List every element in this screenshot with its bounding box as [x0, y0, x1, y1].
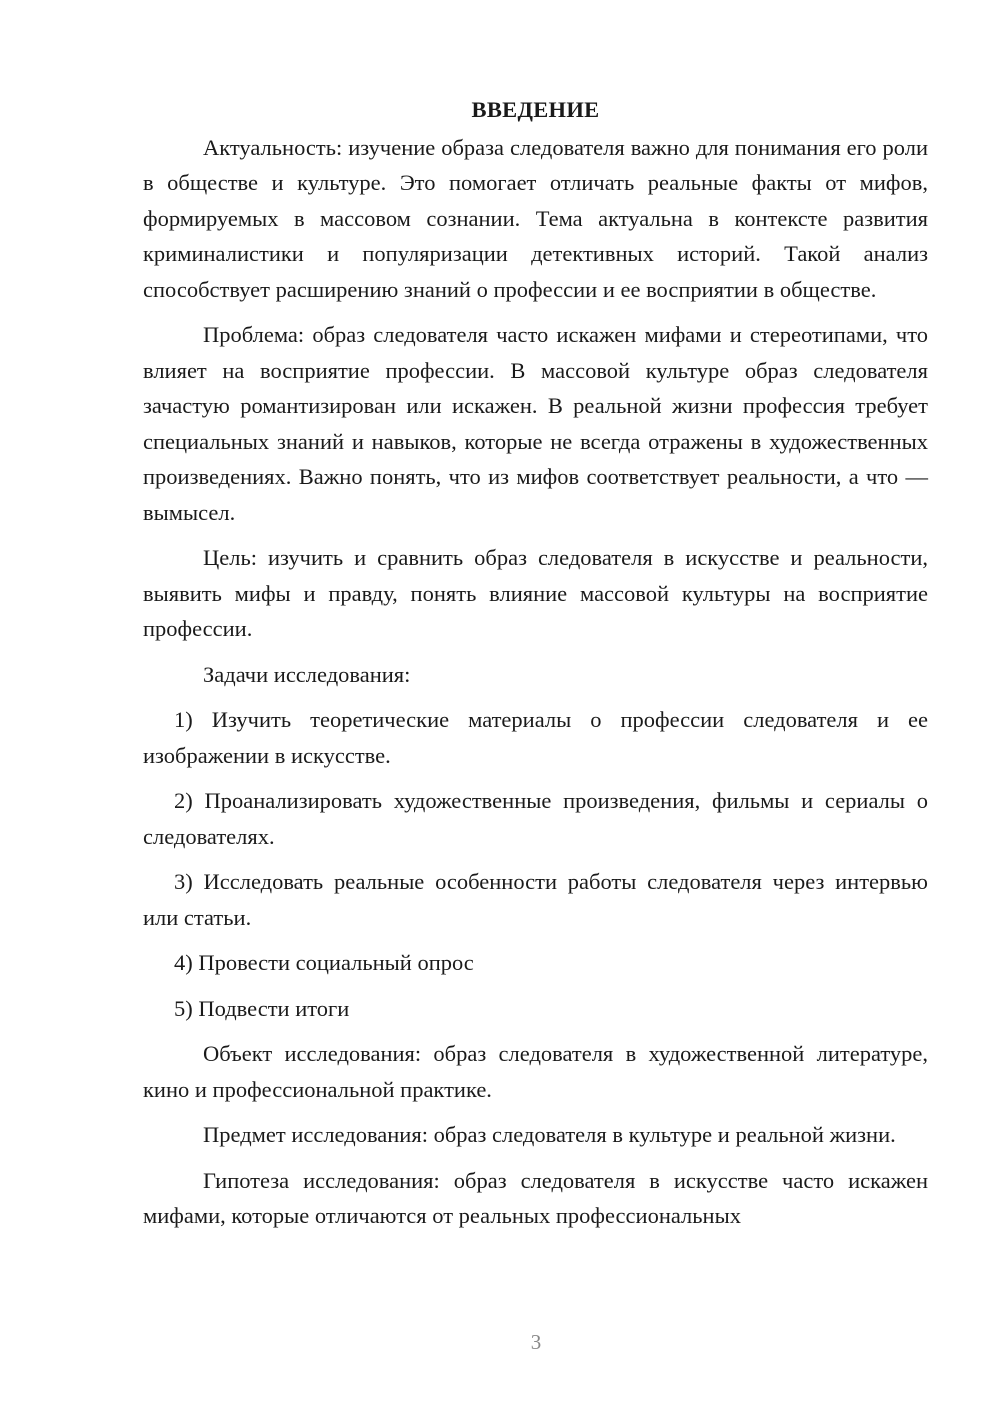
object-paragraph: Объект исследования: образ следователя в художественной литературе, кино и профессиональной практике. [143, 1041, 928, 1102]
task-item-3: 3) Исследовать реальные особенности работы следователя через интервью или статьи. [143, 869, 928, 930]
task-item-4: 4) Провести социальный опрос [174, 950, 474, 975]
page-content [143, 92, 928, 1244]
subject-paragraph: Предмет исследования: образ следователя в культуре и реальной жизни. [203, 1122, 896, 1147]
task-item-5: 5) Подвести итоги [174, 995, 350, 1021]
page-number: 3 [530, 1330, 542, 1354]
tasks-heading: Задачи исследования: [203, 661, 411, 687]
task-item-1: 1) Изучить теоретические материалы о профессии следователя и ее изображении в искусстве. [143, 707, 928, 768]
problem-paragraph: Проблема: образ следователя часто искажен мифами и стереотипами, что влияет на восприятие профессии. В массовой культуре образ следователя зачастую романтизирован или искажен. В реальной жизни профессия требует специальных знаний и навыков, которые не всегда отражены в художественных произведениях. Важно понять, что из мифов соответствует реальности, а что — вымысел. [143, 322, 928, 525]
hypothesis-paragraph: Гипотеза исследования: образ следователя в искусстве часто искажен мифами, которые отличаются от реальных профессиональных [143, 1167, 928, 1228]
goal-paragraph: Цель: изучить и сравнить образ следователя в искусстве и реальности, выявить мифы и правду, понять влияние массовой культуры на восприятие профессии. [143, 545, 928, 641]
relevance-paragraph: Актуальность: изучение образа следователя важно для понимания его роли в обществе и культуре. Это помогает отличать реальные факты от мифов, формируемых в массовом сознании. Тема актуальна в контексте развития криминалистики и популяризации детективных историй. Такой анализ способствует расширению знаний о профессии и ее восприятии в обществе. [143, 134, 928, 302]
task-item-2: 2) Проанализировать художественные произведения, фильмы и сериалы о следователях. [143, 788, 928, 849]
section-title: ВВЕДЕНИЕ [471, 97, 600, 122]
